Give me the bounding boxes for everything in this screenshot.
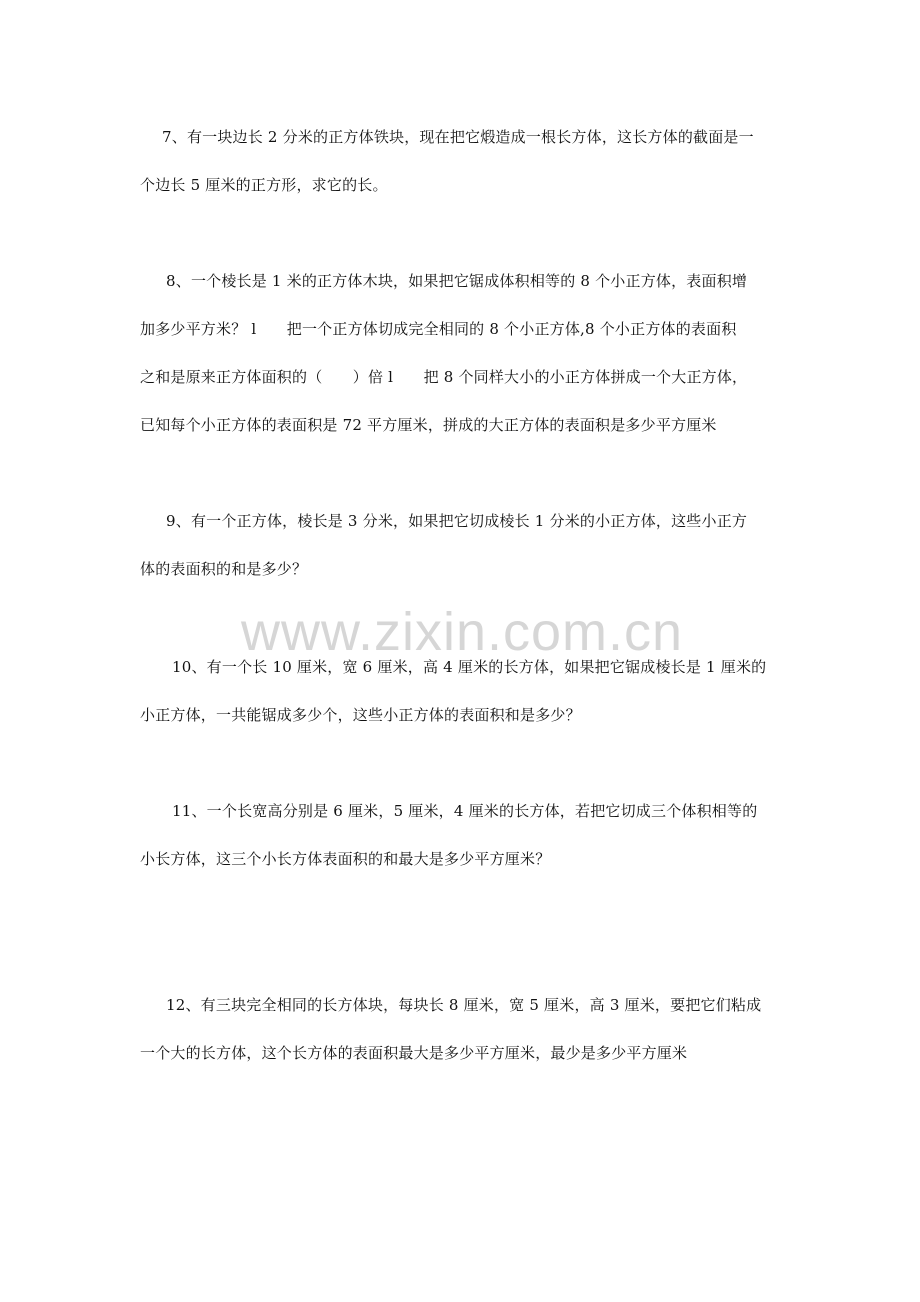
question-11-line-2: 小长方体，这三个小长方体表面积的和最大是多少平方厘米？ bbox=[140, 850, 551, 868]
question-12-line-1: 12、有三块完全相同的长方体块，每块长 8 厘米，宽 5 厘米，高 3 厘米，要把它们粘成 bbox=[166, 996, 762, 1014]
question-9-line-1: 9、有一个正方体，棱长是 3 分米，如果把它切成棱长 1 分米的小正方体，这些小正方 bbox=[166, 512, 748, 530]
question-8-line-2: 加多少平方米？ l 把一个正方体切成完全相同的 8 个小正方体,8 个小正方体的表面积 bbox=[140, 320, 737, 338]
watermark: www.zixin.com.cn bbox=[240, 602, 684, 662]
question-9-line-2: 体的表面积的和是多少？ bbox=[140, 560, 308, 578]
question-8-line-4: 已知每个小正方体的表面积是 72 平方厘米，拼成的大正方体的表面积是多少平方厘米 bbox=[140, 416, 717, 434]
question-8-line-1: 8、一个棱长是 1 米的正方体木块，如果把它锯成体积相等的 8 个小正方体，表面积增 bbox=[166, 272, 748, 290]
question-10-line-2: 小正方体，一共能锯成多少个，这些小正方体的表面积和是多少？ bbox=[140, 706, 581, 724]
question-7-line-1: 7、有一块边长 2 分米的正方体铁块，现在把它煅造成一根长方体，这长方体的截面是一 bbox=[162, 128, 754, 146]
question-12-line-2: 一个大的长方体，这个长方体的表面积最大是多少平方厘米，最少是多少平方厘米 bbox=[140, 1044, 688, 1062]
question-7-line-2: 个边长 5 厘米的正方形，求它的长。 bbox=[140, 176, 388, 194]
question-10-line-1: 10、有一个长 10 厘米，宽 6 厘米，高 4 厘米的长方体，如果把它锯成棱长是 1 厘米的 bbox=[172, 658, 767, 676]
question-8-line-3: 之和是原来正方体面积的（ ）倍 l 把 8 个同样大小的小正方体拼成一个大正方体， bbox=[140, 368, 748, 386]
question-11-line-1: 11、一个长宽高分别是 6 厘米，5 厘米，4 厘米的长方体，若把它切成三个体积相等的 bbox=[172, 802, 758, 820]
